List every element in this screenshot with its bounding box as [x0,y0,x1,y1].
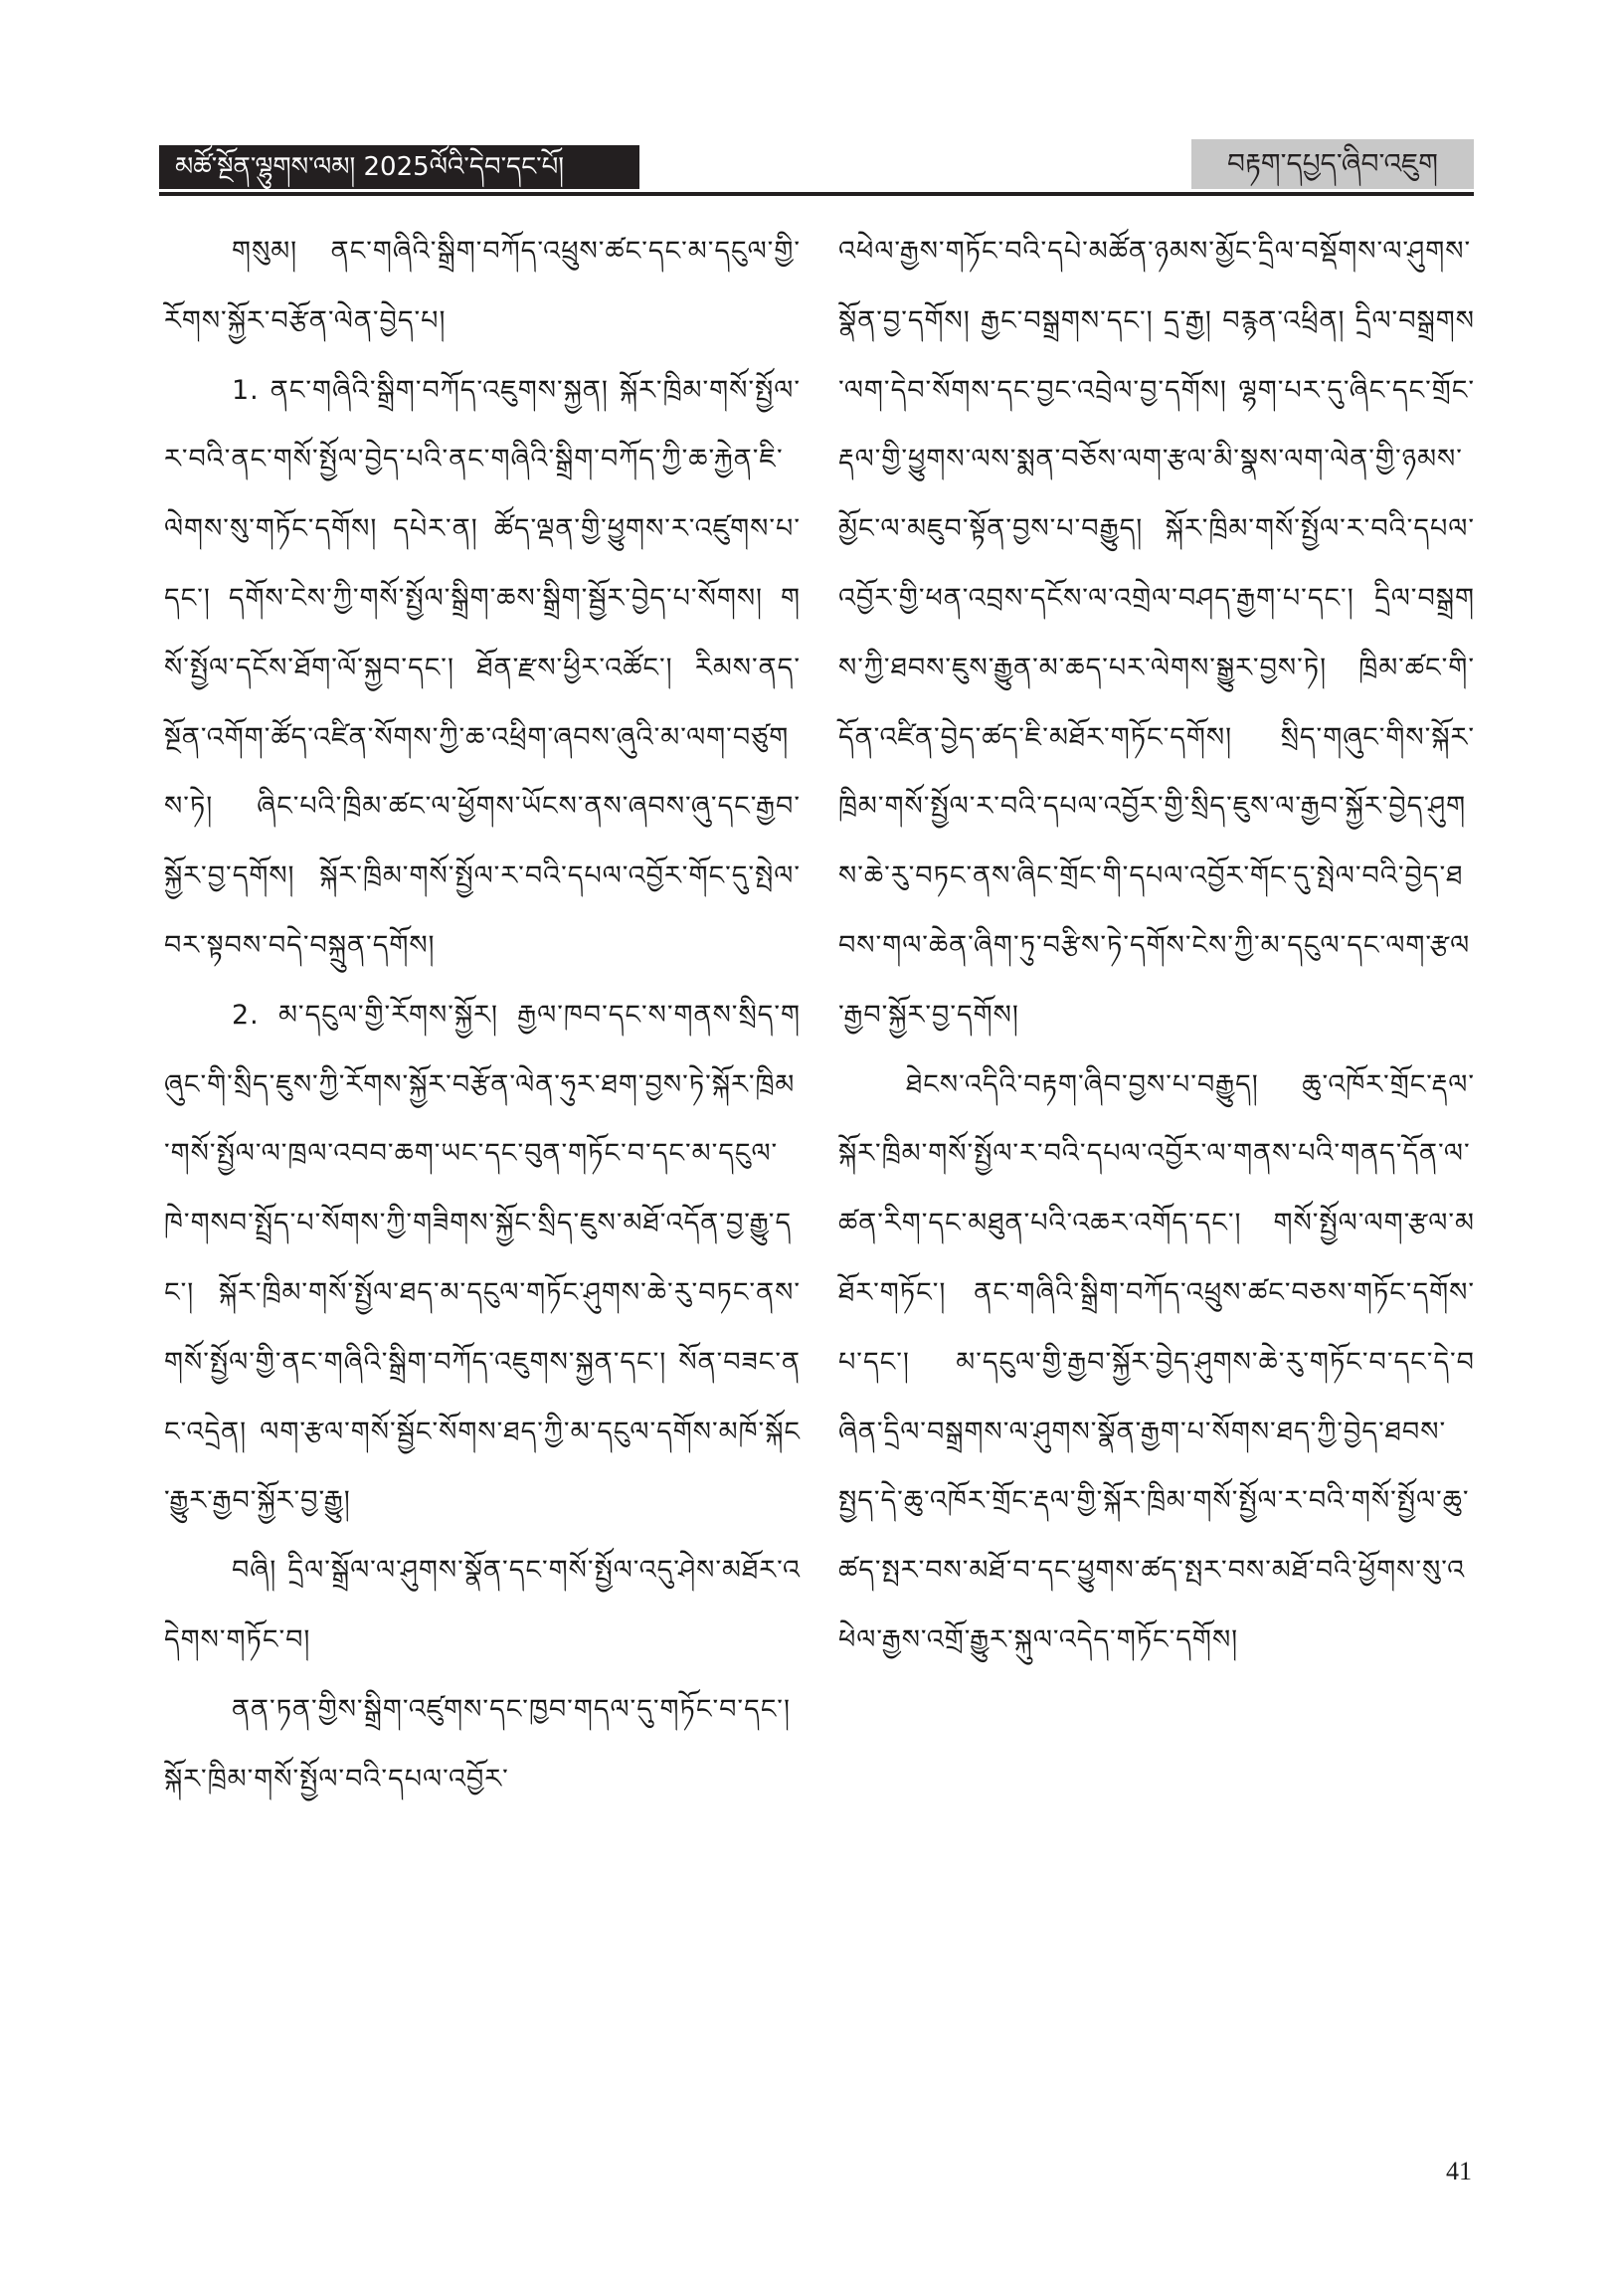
paragraph: 1. ནང་གཞིའི་སྒྲིག་བཀོད་འཇུགས་སྐྱན། སྐོར་ཁྲིམ་གསོ་སྤྱོལ་ར་བའི་ནང་གསོ་སྤྱོལ་བྱེད་པའི་ནང་གཞིའི་སྒྲིག་བཀོད་ཀྱི་ཆ་རྐྱེན་ཇི་ལེགས་སུ་གཏོང་དགོས། དཔེར་ན། ཚོད་ལྡན་གྱི་ཕྱུགས་ར་འཛུགས་པ་དང་། དགོས་ངེས་ཀྱི་གསོ་སྤྱོལ་སྒྲིག་ཆས་སྒྲིག་སྦྱོར་བྱེད་པ་སོགས། གསོ་སྤྱོལ་དངོས་ཐོག་ལོ་སྐྱབ་དང་། ཐོན་རྫས་ཕྱིར་འཚོང་། རིམས་ནད་སྔོན་འགོག་ཚོད་འཛིན་སོགས་ཀྱི་ཆ་འཕྲིག་ཞབས་ཞུའི་མ་ལག་བཙུགས་ཏེ། ཞིང་པའི་ཁྲིམ་ཚང་ལ་ཕྱོགས་ཡོངས་ནས་ཞབས་ཞུ་དང་རྒྱབ་སྐྱོར་བྱ་དགོས། སྐོར་ཁྲིམ་གསོ་སྤྱོལ་ར་བའི་དཔལ་འབྱོར་གོང་དུ་སྤེལ་བར་སྟབས་བདེ་བསྐྲུན་དགོས། [164,374,801,961]
header-rule [159,192,1474,196]
page-number: 41 [1446,2157,1472,2185]
paragraph: 2. མ་དངུལ་གྱི་རོགས་སྐྱོར། རྒྱལ་ཁབ་དང་ས་གནས་སྲིད་གཞུང་གི་སྲིད་ཇུས་ཀྱི་རོགས་སྐྱོར་བརྩོན་ལེན་ཧུར་ཐག་བྱས་ཏེ་སྐོར་ཁྲིམ་གསོ་སྤྱོལ་ལ་ཁྲལ་འབབ་ཆག་ཡང་དང་བུན་གཏོང་བ་དང་མ་དངུལ་ཁེ་གསབ་སྤྲོད་པ་སོགས་ཀྱི་གཟིགས་སྐྱོང་སྲིད་ཇུས་མཐོ་འདོན་བྱ་རྒྱུ་དང་། སྐོར་ཁྲིམ་གསོ་སྤྱོལ་ཐད་མ་དངུལ་གཏོང་ཤུགས་ཆེ་རུ་བཏང་ནས་གསོ་སྤྱོལ་གྱི་ནང་གཞིའི་སྒྲིག་བཀོད་འཇུགས་སྐྱན་དང་། སོན་བཟང་ནང་འདྲེན། ལག་རྩལ་གསོ་སྦྱོང་སོགས་ཐད་ཀྱི་མ་དངུལ་དགོས་མཁོ་སྐོང་རྒྱུར་རྒྱབ་སྐྱོར་བྱ་རྒྱུ། [164,999,801,1517]
paragraph: བཞི། དྲིལ་སྒྲོལ་ལ་ཤུགས་སྣོན་དང་གསོ་སྤྱོལ་འདུ་ཤེས་མཐོར་འདེགས་གཏོང་བ། [164,1555,801,1655]
paragraph: ཐེངས་འདིའི་བརྟག་ཞིབ་བྱས་པ་བརྒྱུད། ཆུ་འཁོར་གྲོང་རྡལ་སྐོར་ཁྲིམ་གསོ་སྤྱོལ་ར་བའི་དཔལ་འབྱོར་ལ་གནས་པའི་གནད་དོན་ལ་ཚན་རིག་དང་མཐུན་པའི་འཆར་འགོད་དང་། གསོ་སྤྱོལ་ལག་རྩལ་མཐོར་གཏོང་། ནང་གཞིའི་སྒྲིག་བཀོད་འཕྲུས་ཚང་བཅས་གཏོང་དགོས་པ་དང་། མ་དངུལ་གྱི་རྒྱབ་སྐྱོར་བྱེད་ཤུགས་ཆེ་རུ་གཏོང་བ་དང་དེ་བཞིན་དྲིལ་བསྒྲགས་ལ་ཤུགས་སྣོན་རྒྱག་པ་སོགས་ཐད་ཀྱི་བྱེད་ཐབས་སྤྱད་དེ་ཆུ་འཁོར་གྲོང་རྡལ་གྱི་སྐོར་ཁྲིམ་གསོ་སྤྱོལ་ར་བའི་གསོ་སྤྱོལ་ཆུ་ཚད་སྤར་བས་མཐོ་བ་དང་ཕྱུགས་ཚད་སྤར་བས་མཐོ་བའི་ཕྱོགས་སུ་འཕེལ་རྒྱས་འགྲོ་རྒྱུར་སྐུལ་འདེད་གཏོང་དགོས། [838,1068,1475,1655]
journal-title: མཚོ་སྔོན་ལྷུགས་ལམ། 2025ལོའི་དེབ་དང་པོ། [175,152,565,182]
paragraph: ནན་ཏན་གྱིས་སྒྲིག་འཛུགས་དང་ཁྱབ་གདལ་དུ་གཏོང་བ་དང་། སྐོར་ཁྲིམ་གསོ་སྤྱོལ་བའི་དཔལ་འབྱོར་ [164,1693,791,1795]
paragraph: འཕེལ་རྒྱས་གཏོང་བའི་དཔེ་མཚོན་ཉམས་མྱོང་དྲིལ་བསྡོགས་ལ་ཤུགས་སྣོན་བྱ་དགོས། རྒྱང་བསྒྲགས་དང་། དྲ་རྒྱ། བརྙན་འཕྲིན། དྲིལ་བསྒྲགས་ལག་དེབ་སོགས་དང་བྱང་འབྲེལ་བྱ་དགོས། ལྷག་པར་དུ་ཞིང་དང་གྲོང་རྡལ་གྱི་ཕྱུགས་ལས་སྨན་བཅོས་ལག་རྩལ་མི་སྣས་ལག་ལེན་གྱི་ཉམས་མྱོང་ལ་མཇུབ་སྟོན་བྱས་པ་བརྒྱུད། སྐོར་ཁྲིམ་གསོ་སྤྱོལ་ར་བའི་དཔལ་འབྱོར་གྱི་ཕན་འབྲས་དངོས་ལ་འགྲེལ་བཤད་རྒྱག་པ་དང་། དྲིལ་བསྒྲགས་ཀྱི་ཐབས་ཇུས་རྒྱུན་མ་ཆད་པར་ལེགས་སྒྱུར་བྱས་ཏེ། ཁྲིམ་ཚང་གི་དོན་འཛིན་བྱེད་ཚད་ཇི་མཐོར་གཏོང་དགོས། སྲིད་གཞུང་གིས་སྐོར་ཁྲིམ་གསོ་སྤྱོལ་ར་བའི་དཔལ་འབྱོར་གྱི་སྲིད་ཇུས་ལ་རྒྱབ་སྐྱོར་བྱེད་ཤུགས་ཆེ་རུ་བཏང་ནས་ཞིང་གྲོང་གི་དཔལ་འབྱོར་གོང་དུ་སྤེལ་བའི་བྱེད་ཐབས་གལ་ཆེན་ཞིག་ཏུ་བརྩིས་ཏེ་དགོས་ངེས་ཀྱི་མ་དངུལ་དང་ལག་རྩལ་རྒྱབ་སྐྱོར་བྱ་དགོས། [838,236,1475,1031]
section-title-banner [1191,139,1474,189]
journal-title-banner [159,145,639,189]
left-column [164,217,801,1813]
paragraph: གསུམ། ནང་གཞིའི་སྒྲིག་བཀོད་འཕྲུས་ཚང་དང་མ་དངུལ་གྱི་རོགས་སྐྱོར་བརྩོན་ལེན་བྱེད་པ། [164,236,801,336]
right-column [838,217,1475,1675]
section-title: བརྟག་དཔྱད་ཞིབ་འཇུག [1227,147,1438,180]
